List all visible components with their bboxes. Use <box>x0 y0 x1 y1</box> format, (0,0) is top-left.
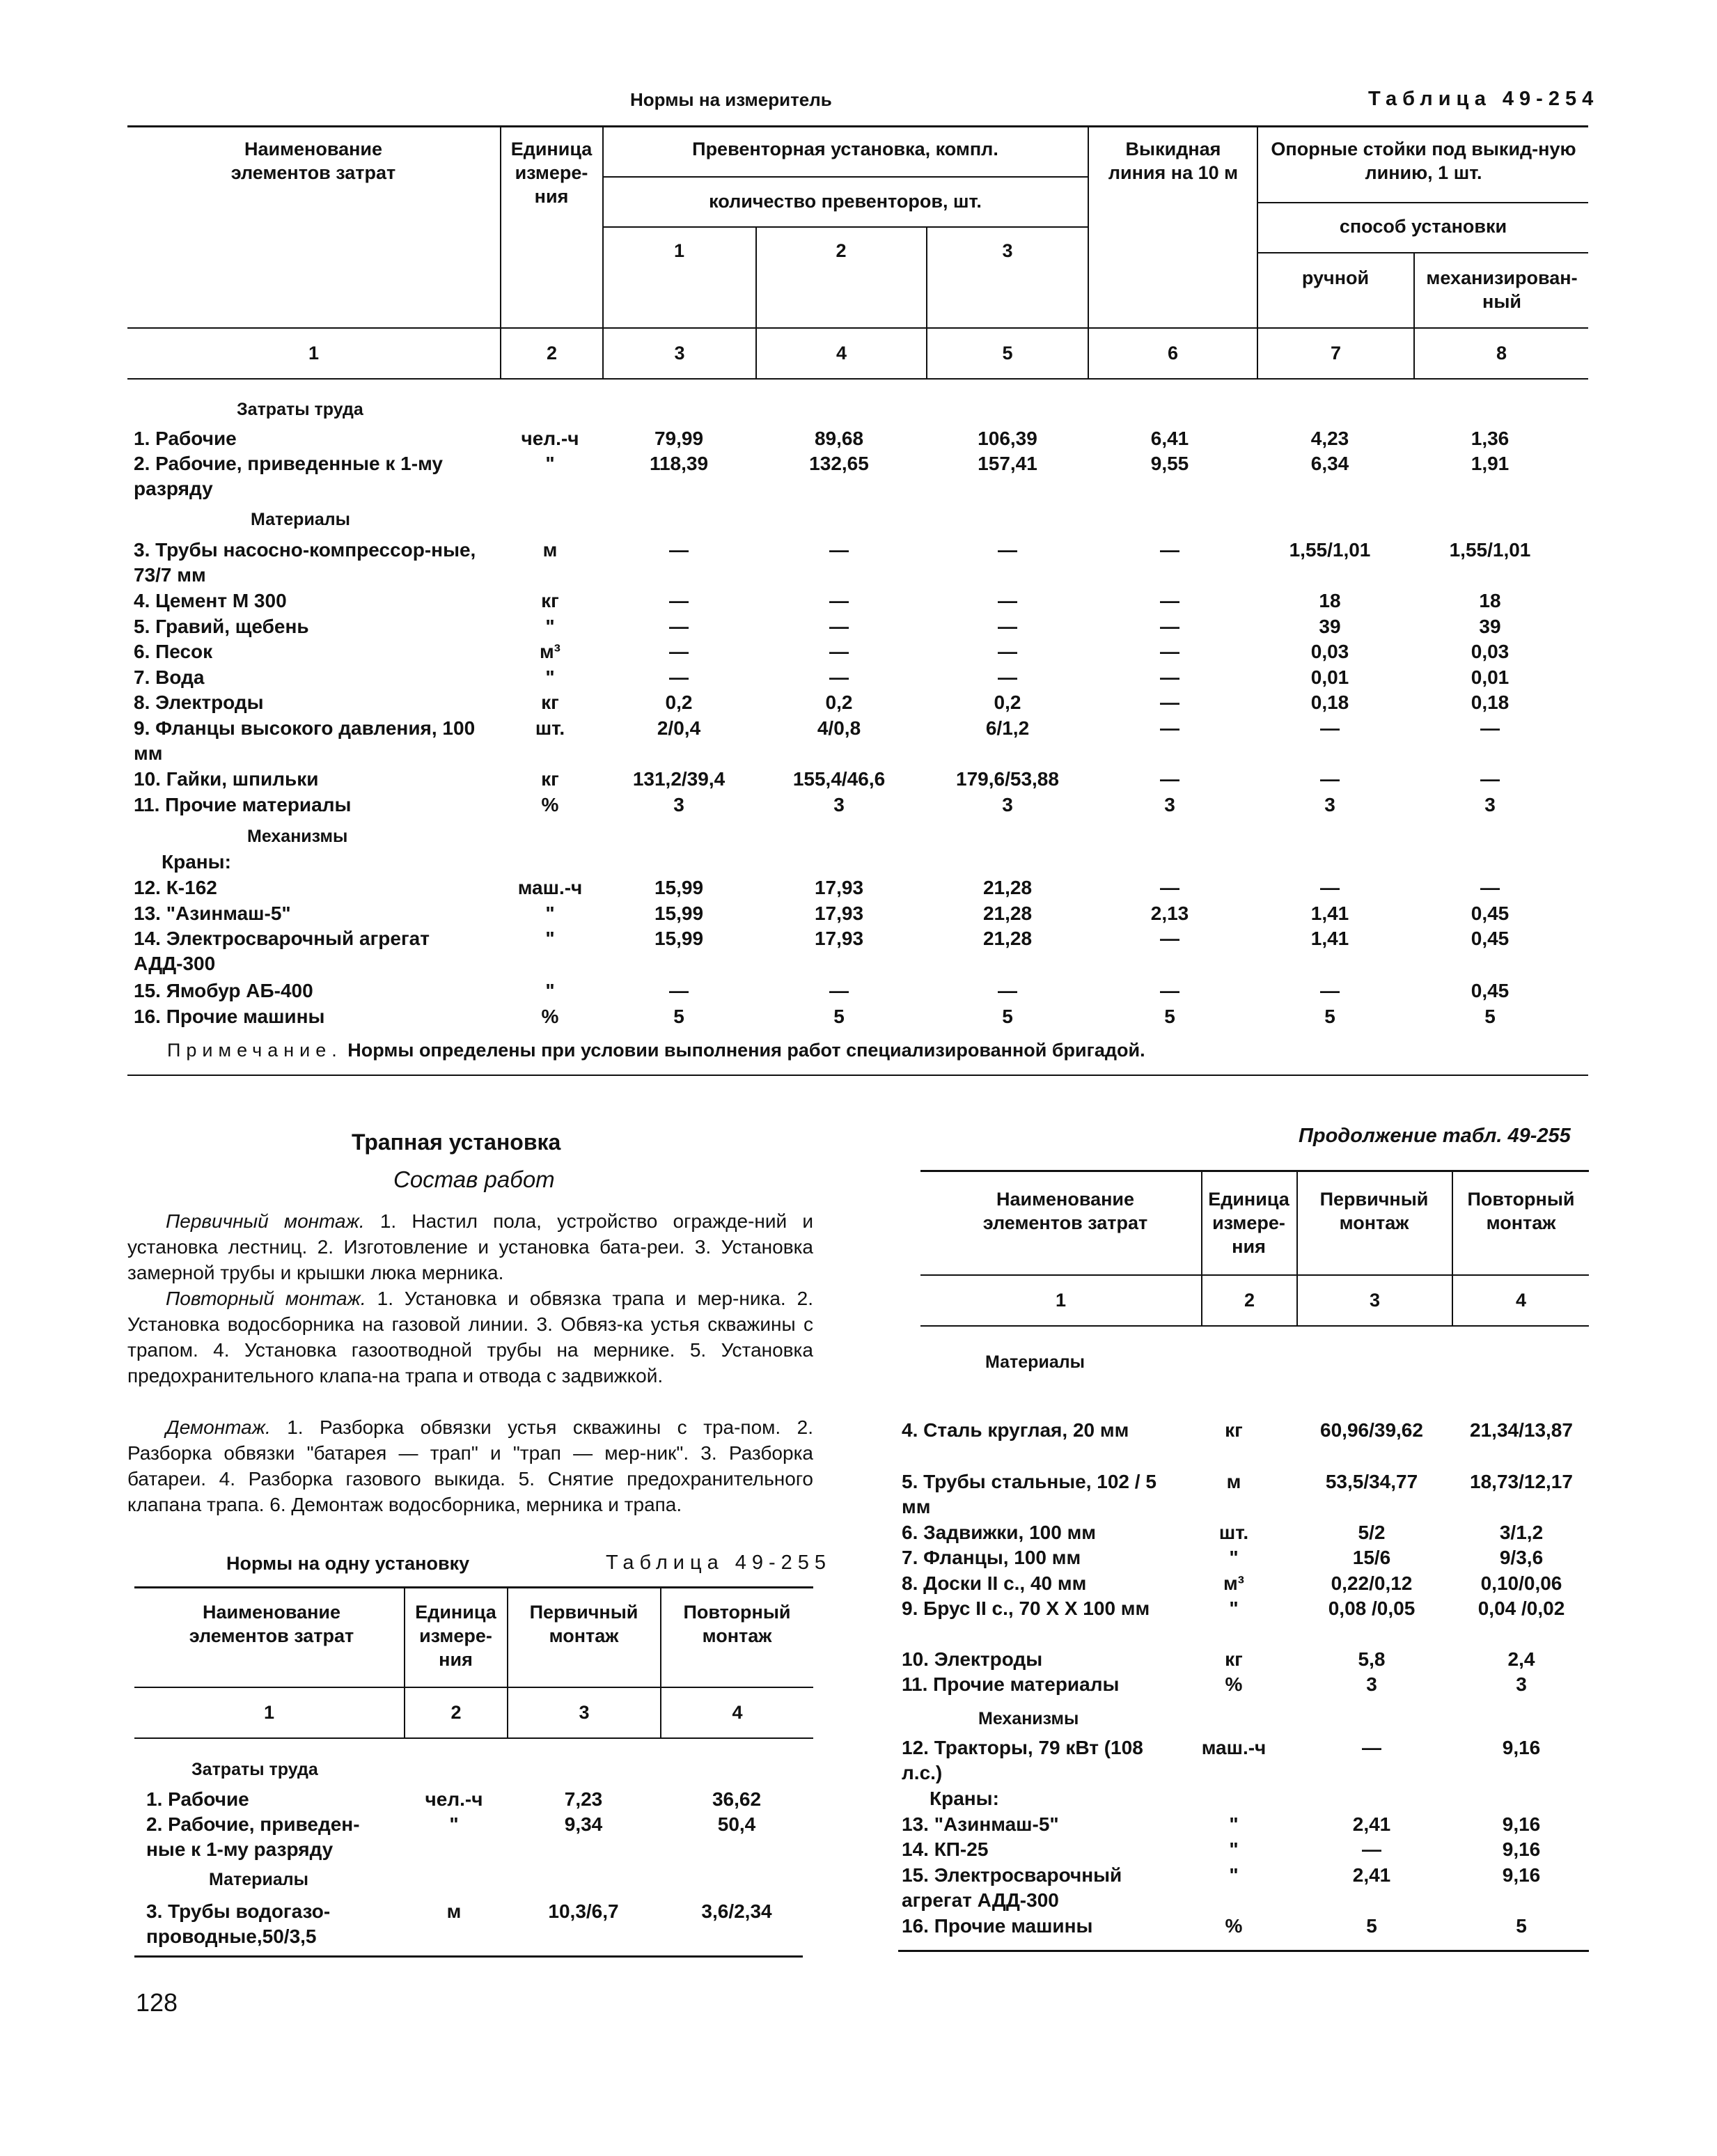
section-materials: Материалы <box>251 510 350 529</box>
header-p2: 2 <box>836 240 847 261</box>
row-value: — <box>998 539 1017 561</box>
header-repeat: Повторный монтаж <box>683 1602 791 1646</box>
row-value: — <box>1480 717 1500 739</box>
row-value: — <box>669 641 689 662</box>
header-unit: Единица измере-ния <box>1208 1189 1289 1257</box>
row-value: 53,5/34,77 <box>1325 1471 1418 1492</box>
header-name: Наименование элементов затрат <box>230 139 396 183</box>
row-value: 10,3/6,7 <box>548 1900 619 1922</box>
row-value: 89,68 <box>814 428 864 449</box>
row-value: 0,18 <box>1471 692 1510 713</box>
row-value: 4,23 <box>1310 428 1349 449</box>
header-qty: количество превенторов, шт. <box>709 191 982 212</box>
para-text: 1. Разборка обвязки устья скважины с тра-пом. 2. Разборка обвязки "батарея — трап" и "трап — мер-ник". 3. Разборка батареи. 4. Разборка газового выкида. 5. Снятие предохранительного клапана трапа. 6. Демонтаж водосборника, мерника и трапа. <box>127 1416 813 1515</box>
row-value: 0,03 <box>1471 641 1510 662</box>
row-value: — <box>1480 877 1500 898</box>
row-value: 1,55/1,01 <box>1289 539 1371 561</box>
row-value: 6,34 <box>1310 453 1349 474</box>
row-value: 3 <box>1324 794 1335 815</box>
row-value: 0,01 <box>1310 666 1349 688</box>
row-value: — <box>1160 539 1179 561</box>
header-name: Наименование элементов затрат <box>982 1189 1148 1233</box>
row-unit: " <box>1229 1864 1239 1886</box>
colnum: 7 <box>1330 343 1342 364</box>
row-unit: чел.-ч <box>521 428 579 449</box>
row-value: 6/1,2 <box>985 717 1030 739</box>
row-value: — <box>669 590 689 611</box>
row-name: 10. Гайки, шпильки <box>134 768 319 790</box>
header-mech: механизирован-ный <box>1426 267 1578 312</box>
row-name: 4. Цемент М 300 <box>134 590 287 611</box>
row-value: 5 <box>673 1006 684 1027</box>
row-unit: маш.-ч <box>1201 1737 1267 1758</box>
row-value: 5 <box>1164 1006 1175 1027</box>
table-caption: Нормы на одну установку <box>226 1553 470 1574</box>
row-unit: % <box>541 794 559 815</box>
header-unit: Единица измере-ния <box>510 139 593 207</box>
row-value: 0,04 /0,02 <box>1477 1598 1565 1619</box>
para-text: 1. Настил пола, устройство огражде-ний и установка лестниц. 2. Изготовление и установка бата-реи. 3. Установка замерной трубы и крышки люка мерника. <box>127 1210 813 1283</box>
header-p3: 3 <box>1002 240 1013 261</box>
row-value: — <box>669 616 689 637</box>
row-value: 18 <box>1319 590 1341 611</box>
row-value: 132,65 <box>809 453 869 474</box>
row-name: 16. Прочие машины <box>134 1006 325 1027</box>
row-value: 39 <box>1479 616 1501 637</box>
row-value: 5 <box>1324 1006 1335 1027</box>
row-value: 5 <box>833 1006 845 1027</box>
row-name: 6. Песок <box>134 641 213 662</box>
row-name: 4. Сталь круглая, 20 мм <box>902 1419 1129 1441</box>
colnum: 8 <box>1496 343 1507 364</box>
row-value: — <box>1320 768 1340 790</box>
row-name: 7. Вода <box>134 666 205 688</box>
row-value: 0,18 <box>1310 692 1349 713</box>
row-name: 13. "Азинмаш-5" <box>902 1813 1059 1835</box>
row-unit: кг <box>541 692 559 713</box>
row-value: 2,41 <box>1352 1864 1391 1886</box>
row-value: 17,93 <box>814 903 864 924</box>
row-name: 14. Электросварочный агрегат АДД-300 <box>134 928 430 974</box>
row-name: 1. Рабочие <box>146 1788 249 1810</box>
row-unit: м <box>1226 1471 1241 1492</box>
row-value: — <box>829 666 849 688</box>
row-value: 0,45 <box>1471 980 1510 1001</box>
row-value: — <box>998 666 1017 688</box>
row-unit: % <box>1225 1915 1243 1937</box>
colnum: 3 <box>579 1702 590 1723</box>
row-value: — <box>1160 717 1179 739</box>
row-name: 13. "Азинмаш-5" <box>134 903 291 924</box>
section-subtitle: Состав работ <box>393 1166 555 1192</box>
row-value: 3 <box>1366 1673 1377 1695</box>
row-value: 5/2 <box>1358 1522 1386 1543</box>
colnum: 1 <box>263 1702 275 1723</box>
row-value: 15,99 <box>654 928 704 949</box>
row-value: — <box>669 666 689 688</box>
section-labor: Затраты труда <box>191 1760 318 1779</box>
row-name: Краны: <box>162 851 231 873</box>
row-value: 4/0,8 <box>817 717 861 739</box>
row-name: 5. Гравий, щебень <box>134 616 309 637</box>
para-text: 1. Установка и обвязка трапа и мер-ника. 2. Установка водосборника на газовой линии. 3. Обвяз-ка устья скважины с трапом. 4. Установка газоотводной трубы на мернике. 5. Установка предохранительного клапа-на трапа и отвода с задвижкой. <box>127 1288 814 1386</box>
row-name: 11. Прочие материалы <box>134 794 352 815</box>
paragraph-first-mount <box>127 1208 813 1286</box>
row-value: 179,6/53,88 <box>956 768 1059 790</box>
para-label: Демонтаж. <box>166 1416 271 1438</box>
header-sposob: способ установки <box>1339 216 1507 237</box>
row-value: 157,41 <box>978 453 1037 474</box>
row-unit: кг <box>1225 1648 1243 1670</box>
header-ruch: ручной <box>1301 267 1370 288</box>
row-value: 3 <box>1484 794 1496 815</box>
row-value: 131,2/39,4 <box>632 768 726 790</box>
row-value: 5 <box>1516 1915 1527 1937</box>
row-unit: кг <box>1225 1419 1243 1441</box>
row-value: 1,36 <box>1471 428 1510 449</box>
row-value: 36,62 <box>712 1788 762 1810</box>
section-materials: Материалы <box>985 1352 1085 1372</box>
row-unit: шт. <box>1218 1522 1249 1543</box>
row-value: — <box>1160 980 1179 1001</box>
row-value: — <box>1320 877 1340 898</box>
row-unit: м³ <box>1223 1572 1245 1594</box>
row-name: 2. Рабочие, приведенные к 1-му разряду <box>134 453 443 499</box>
row-unit: " <box>545 903 555 924</box>
row-unit: " <box>545 666 555 688</box>
header-p1: 1 <box>673 240 685 261</box>
row-name: 12. К-162 <box>134 877 217 898</box>
row-value: 2,13 <box>1150 903 1189 924</box>
section-materials: Материалы <box>209 1870 308 1889</box>
row-value: — <box>1362 1838 1381 1860</box>
row-value: 21,28 <box>982 903 1033 924</box>
header-preventer: Превенторная установка, компл. <box>692 139 998 159</box>
row-value: 0,2 <box>825 692 853 713</box>
row-value: 60,96/39,62 <box>1320 1419 1423 1441</box>
row-unit: " <box>1229 1598 1239 1619</box>
colnum: 4 <box>732 1702 743 1723</box>
row-value: 9/3,6 <box>1499 1547 1544 1568</box>
row-value: 18,73/12,17 <box>1470 1471 1573 1492</box>
row-value: — <box>829 641 849 662</box>
section-labor: Затраты труда <box>237 400 363 419</box>
row-value: 1,41 <box>1310 903 1349 924</box>
table-note <box>167 1040 1145 1061</box>
row-value: — <box>1362 1737 1381 1758</box>
row-unit: " <box>1229 1547 1239 1568</box>
page-number: 128 <box>136 1988 178 2017</box>
row-value: — <box>1160 768 1179 790</box>
header-first: Первичный монтаж <box>1319 1189 1429 1233</box>
row-value: — <box>1160 877 1179 898</box>
row-name: 11. Прочие материалы <box>902 1673 1120 1695</box>
row-unit: маш.-ч <box>517 877 583 898</box>
row-value: 0,03 <box>1310 641 1349 662</box>
row-value: 106,39 <box>978 428 1037 449</box>
header-repeat: Повторный монтаж <box>1467 1189 1575 1233</box>
row-value: 6,41 <box>1150 428 1189 449</box>
row-value: 15,99 <box>654 903 704 924</box>
row-value: — <box>998 590 1017 611</box>
row-value: 1,41 <box>1310 928 1349 949</box>
row-value: — <box>1160 590 1179 611</box>
colnum: 3 <box>1369 1290 1381 1311</box>
row-name: 9. Фланцы высокого давления, 100 мм <box>134 717 476 764</box>
row-name: 7. Фланцы, 100 мм <box>902 1547 1081 1568</box>
row-value: 50,4 <box>717 1813 756 1835</box>
row-name: 12. Тракторы, 79 кВт (108 л.с.) <box>902 1737 1143 1783</box>
row-value: 9,16 <box>1502 1737 1541 1758</box>
colnum: 3 <box>674 343 685 364</box>
row-value: 0,2 <box>665 692 693 713</box>
row-unit: чел.-ч <box>425 1788 483 1810</box>
table-caption: Нормы на измеритель <box>630 89 832 110</box>
row-name: 10. Электроды <box>902 1648 1043 1670</box>
row-value: 9,16 <box>1502 1864 1541 1886</box>
row-value: — <box>829 980 849 1001</box>
row-name: 15. Электросварочный агрегат АДД-300 <box>902 1864 1122 1911</box>
row-value: — <box>1320 980 1340 1001</box>
row-value: 21,28 <box>982 877 1033 898</box>
row-value: 3/1,2 <box>1499 1522 1544 1543</box>
row-unit: " <box>449 1813 459 1835</box>
row-value: — <box>829 539 849 561</box>
row-unit: кг <box>541 768 559 790</box>
header-vykid: Выкидная линия на 10 м <box>1108 139 1239 183</box>
row-value: 0,08 /0,05 <box>1328 1598 1416 1619</box>
row-name: 3. Трубы насосно-компрессор-ные, 73/7 мм <box>134 539 476 586</box>
para-label: Первичный монтаж. <box>166 1210 365 1232</box>
row-value: — <box>829 590 849 611</box>
row-value: 9,55 <box>1150 453 1189 474</box>
row-value: — <box>998 616 1017 637</box>
row-unit: м <box>446 1900 462 1922</box>
row-name: 5. Трубы стальные, 102 / 5 мм <box>902 1471 1157 1517</box>
colnum: 4 <box>1515 1290 1527 1311</box>
section-title: Трапная установка <box>352 1130 561 1155</box>
colnum: 6 <box>1167 343 1179 364</box>
row-name: 9. Брус II с., 70 X X 100 мм <box>902 1598 1150 1619</box>
row-value: 9,34 <box>564 1813 603 1835</box>
row-value: 0,45 <box>1471 928 1510 949</box>
row-value: — <box>1160 692 1179 713</box>
row-value: — <box>1160 666 1179 688</box>
row-name: 2. Рабочие, приведен-ные к 1-му разряду <box>146 1813 360 1860</box>
table-caption: Продолжение табл. 49-255 <box>1299 1125 1571 1147</box>
table-number: Таблица 49-254 <box>1368 88 1599 110</box>
section-mechanisms: Механизмы <box>247 827 348 846</box>
section-mechanisms: Механизмы <box>978 1709 1079 1728</box>
paragraph-repeat-mount <box>127 1286 813 1389</box>
row-value: 17,93 <box>814 928 864 949</box>
row-name: 15. Ямобур АБ-400 <box>134 980 313 1001</box>
row-value: 2,4 <box>1507 1648 1535 1670</box>
row-name: 1. Рабочие <box>134 428 237 449</box>
row-unit: " <box>1229 1813 1239 1835</box>
row-value: 9,16 <box>1502 1838 1541 1860</box>
row-value: 3,6/2,34 <box>701 1900 772 1922</box>
row-value: 0,2 <box>994 692 1021 713</box>
row-value: 3 <box>1516 1673 1527 1695</box>
row-value: — <box>669 539 689 561</box>
row-value: 2,41 <box>1352 1813 1391 1835</box>
row-value: 118,39 <box>649 453 709 474</box>
colnum: 4 <box>836 343 847 364</box>
row-name: 6. Задвижки, 100 мм <box>902 1522 1097 1543</box>
row-value: 79,99 <box>654 428 704 449</box>
row-unit: " <box>545 616 555 637</box>
row-unit: " <box>545 928 555 949</box>
row-value: 3 <box>1164 794 1175 815</box>
note-text: Нормы определены при условии выполнения работ специализированной бригадой. <box>342 1040 1145 1061</box>
table-number: Таблица 49-255 <box>606 1552 832 1574</box>
row-value: 15/6 <box>1352 1547 1391 1568</box>
row-value: 39 <box>1319 616 1341 637</box>
row-value: 15,99 <box>654 877 704 898</box>
row-value: 5 <box>1484 1006 1496 1027</box>
row-name: 8. Электроды <box>134 692 264 713</box>
colnum: 2 <box>450 1702 462 1723</box>
row-value: 5,8 <box>1358 1648 1386 1670</box>
row-value: 1,91 <box>1471 453 1510 474</box>
row-value: — <box>829 616 849 637</box>
row-value: — <box>1320 717 1340 739</box>
row-unit: кг <box>541 590 559 611</box>
row-value: 3 <box>1002 794 1013 815</box>
header-unit: Единица измере-ния <box>415 1602 496 1670</box>
row-value: — <box>998 641 1017 662</box>
header-opor: Опорные стойки под выкид-ную линию, 1 шт. <box>1271 139 1576 183</box>
row-value: 5 <box>1002 1006 1013 1027</box>
row-unit: % <box>1225 1673 1243 1695</box>
row-value: 17,93 <box>814 877 864 898</box>
para-label: Повторный монтаж. <box>166 1288 366 1309</box>
colnum: 2 <box>1244 1290 1255 1311</box>
colnum: 1 <box>308 343 320 364</box>
row-value: — <box>1480 768 1500 790</box>
row-value: 1,55/1,01 <box>1449 539 1531 561</box>
row-unit: " <box>545 980 555 1001</box>
row-unit: м <box>542 539 558 561</box>
row-unit: м³ <box>539 641 561 662</box>
row-unit: % <box>541 1006 559 1027</box>
row-value: 0,01 <box>1471 666 1510 688</box>
row-value: 5 <box>1366 1915 1377 1937</box>
row-value: 3 <box>673 794 684 815</box>
row-name: 8. Доски II с., 40 мм <box>902 1572 1087 1594</box>
row-value: 7,23 <box>564 1788 603 1810</box>
paragraph-dismantle <box>127 1414 813 1517</box>
colnum: 1 <box>1055 1290 1067 1311</box>
row-value: — <box>998 980 1017 1001</box>
row-name: Краны: <box>930 1788 999 1809</box>
row-name: 14. КП-25 <box>902 1838 989 1860</box>
note-label: Примечание. <box>167 1040 343 1061</box>
row-value: — <box>1160 641 1179 662</box>
row-value: 0,45 <box>1471 903 1510 924</box>
header-name: Наименование элементов затрат <box>189 1602 354 1646</box>
row-name: 16. Прочие машины <box>902 1915 1093 1937</box>
row-unit: " <box>545 453 555 474</box>
row-value: 9,16 <box>1502 1813 1541 1835</box>
row-value: 0,10/0,06 <box>1480 1572 1562 1594</box>
row-value: — <box>1160 928 1179 949</box>
row-value: 3 <box>833 794 845 815</box>
row-value: 0,22/0,12 <box>1331 1572 1413 1594</box>
row-value: 21,28 <box>982 928 1033 949</box>
row-value: 155,4/46,6 <box>792 768 886 790</box>
row-unit: шт. <box>535 717 565 739</box>
colnum: 5 <box>1002 343 1013 364</box>
header-first: Первичный монтаж <box>529 1602 638 1646</box>
colnum: 2 <box>546 343 558 364</box>
row-unit: " <box>1229 1838 1239 1860</box>
row-value: 2/0,4 <box>657 717 701 739</box>
row-value: 21,34/13,87 <box>1470 1419 1573 1441</box>
row-name: 3. Трубы водогазо-проводные,50/3,5 <box>146 1900 331 1947</box>
row-value: — <box>1160 616 1179 637</box>
row-value: 18 <box>1479 590 1501 611</box>
row-value: — <box>669 980 689 1001</box>
